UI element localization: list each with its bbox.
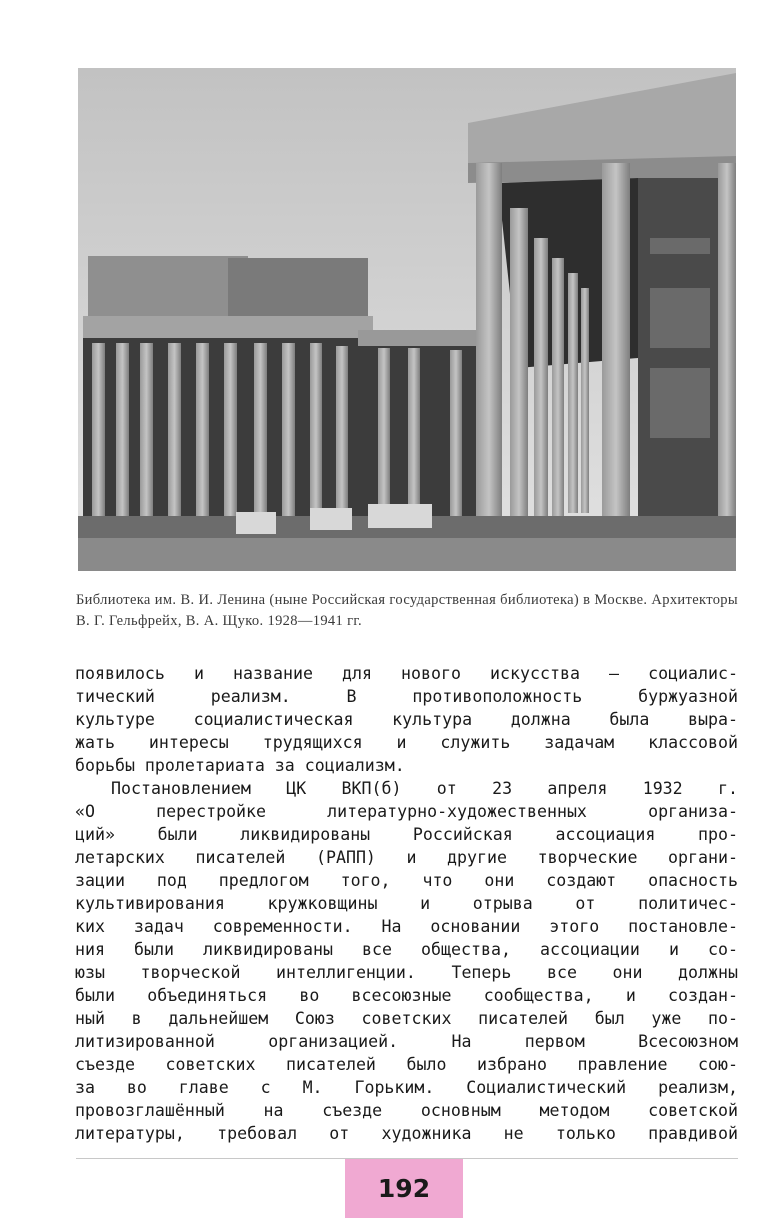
text-line: «О перестройке литературно-художественных организа- — [75, 802, 738, 821]
text-line: борьбы пролетариата за социализм. — [75, 756, 405, 775]
photo-caption: Библиотека им. В. И. Ленина (ныне Российская государственная библиотека) в Москве. Архитекторы В. Г. Гельфрейх, В. А. Щуко. 1928—1941 гг. — [76, 592, 738, 629]
text-line: зации под предлогом того, что они создают опасность — [75, 871, 738, 890]
text-line: юзы творческой интеллигенции. Теперь все они должны — [75, 963, 738, 982]
text-line: литизированной организацией. На первом Всесоюзном — [75, 1032, 738, 1051]
text-line: появилось и название для нового искусства — социалис- — [75, 664, 738, 683]
text-line: ций» были ликвидированы Российская ассоциация про- — [75, 825, 738, 844]
text-line: Постановлением ЦК ВКП(б) от 23 апреля 1932 г. — [111, 779, 738, 798]
text-line: ный в дальнейшем Союз советских писателей был уже по- — [75, 1009, 738, 1028]
text-line: ния были ликвидированы все общества, ассоциации и со- — [75, 940, 738, 959]
library-photo — [78, 68, 736, 571]
text-line: жать интересы трудящихся и служить задачам классовой — [75, 733, 738, 752]
text-line: ких задач современности. На основании этого постановле- — [75, 917, 738, 936]
text-line: съезде советских писателей было избрано правление сою- — [75, 1055, 738, 1074]
body-text — [75, 662, 738, 1145]
library-building-illustration — [78, 68, 736, 571]
page-number: 192 — [345, 1159, 463, 1218]
text-line: летарских писателей (РАПП) и другие творческие органи- — [75, 848, 738, 867]
text-line: провозглашённый на съезде основным методом советской — [75, 1101, 738, 1120]
text-line: за во главе с М. Горьким. Социалистический реализм, — [75, 1078, 738, 1097]
text-line: культуре социалистическая культура должна была выра- — [75, 710, 738, 729]
text-line: были объединяться во всесоюзные сообщества, и создан- — [75, 986, 738, 1005]
text-line: литературы, требовал от художника не только правдивой — [75, 1124, 738, 1143]
text-line: тический реализм. В противоположность буржуазной — [75, 687, 738, 706]
text-line: культивирования кружковщины и отрыва от политичес- — [75, 894, 738, 913]
